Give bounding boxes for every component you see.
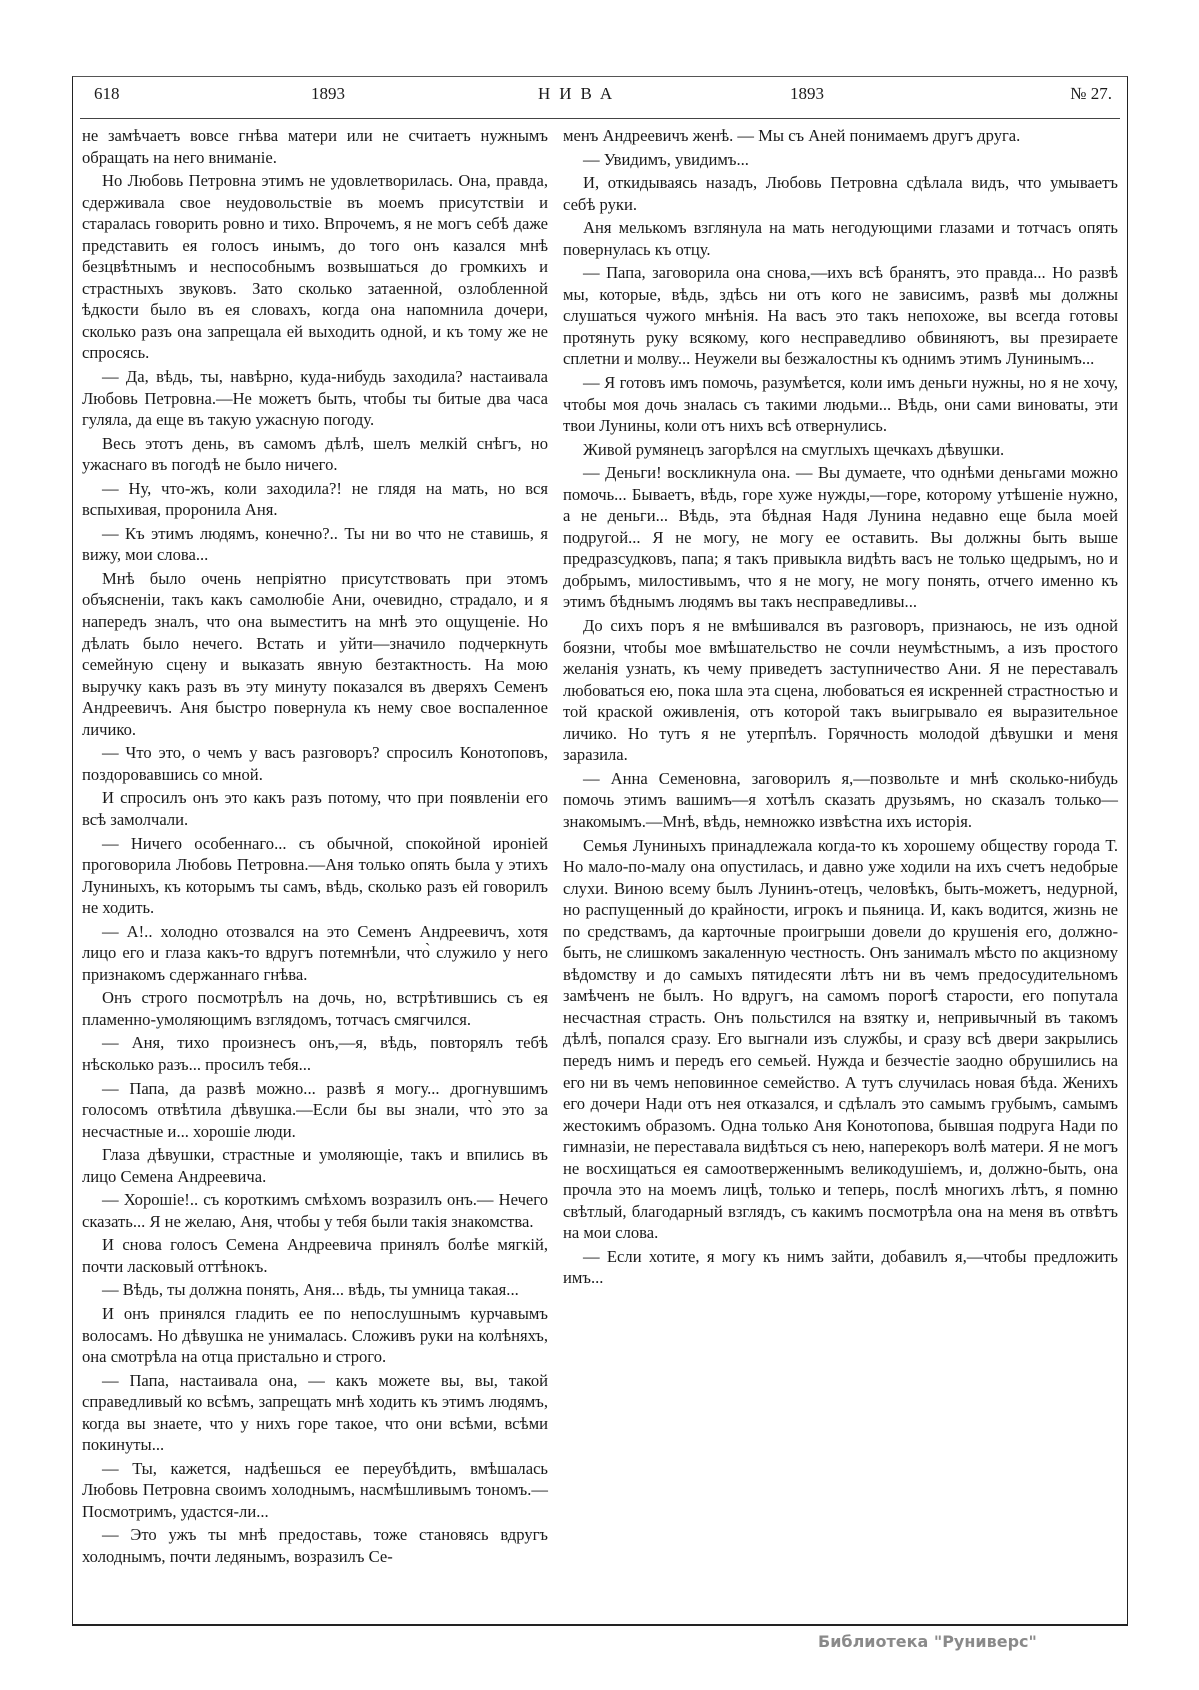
paragraph: Онъ строго посмотрѣлъ на дочь, но, встрѣтившись съ ея пламенно-умоляющимъ взглядомъ, тотчасъ смягчился. bbox=[82, 988, 548, 1029]
paragraph: — Если хотите, я могу къ нимъ зайти, добавилъ я,—чтобы предложить имъ... bbox=[563, 1246, 1118, 1288]
paragraph: — Увидимъ, увидимъ... bbox=[583, 149, 749, 169]
paragraph: Живой румянецъ загорѣлся на смуглыхъ щечкахъ дѣвушки. bbox=[583, 439, 1005, 459]
paragraph: До сихъ поръ я не вмѣшивался въ разговоръ, признаюсь, не изъ одной боязни, чтобы мое вмѣшательство не сочли неумѣстнымъ, а изъ простого желанія узнать, къ чему приведетъ заступничество Ани. Я не переставалъ любоваться ею, пока шла эта сцена, любоваться ея искренней страстностью и той краской оживленія, отъ которой такъ выигрывало ея выразительное личико. Но тутъ я не утерпѣлъ. Горячность молодой дѣвушки и меня заразила. bbox=[563, 616, 1118, 765]
paragraph: — Да, вѣдь, ты, навѣрно, куда-нибудь заходила? настаивала Любовь Петровна.—Не можетъ быть, чтобы ты битые два часа гуляла, да еще въ такую ужасную погоду. bbox=[82, 367, 548, 430]
paragraph: — Папа, да развѣ можно... развѣ я могу... дрогнувшимъ голосомъ отвѣтила дѣвушка.—Если бы вы знали, что̀ это за несчастные и... хорошіе люди. bbox=[82, 1078, 548, 1141]
paragraph: — Хорошіе!.. съ короткимъ смѣхомъ возразилъ онъ.— Нечего сказать... Я не желаю, Аня, чтобы у тебя были такія знакомства. bbox=[82, 1190, 548, 1231]
paragraph: Весь этотъ день, въ самомъ дѣлѣ, шелъ мелкій снѣгъ, но ужаснаго въ погодѣ не было ничего. bbox=[82, 433, 548, 475]
paragraph: Глаза дѣвушки, страстные и умоляющіе, такъ и впились въ лицо Семена Андреевича. bbox=[82, 1145, 548, 1186]
paragraph: Но Любовь Петровна этимъ не удовлетворилась. Она, правда, сдерживала свое неудовольствіе въ моемъ присутствіи и старалась говорить ровно и тихо. Впрочемъ, я не могъ себѣ даже представить ея голосъ инымъ, до того онъ казался мнѣ безцвѣтнымъ и неспособнымъ возвышаться до громкихъ и страстныхъ звуковъ. Зато сколько затаенной, озлобленной ѣдкости было въ ея словахъ, когда она напомнила дочери, сколько разъ она запрещала ей выходить одной, и къ тому же не спросясь. bbox=[82, 171, 548, 363]
page-number: 618 bbox=[94, 84, 120, 103]
page-header bbox=[80, 84, 1120, 110]
paragraph: — Аня, тихо произнесъ онъ,—я, вѣдь, повторялъ тебѣ нѣсколько разъ... просилъ тебя... bbox=[82, 1033, 548, 1074]
paragraph: — Къ этимъ людямъ, конечно?.. Ты ни во что не ставишь, я вижу, мои слова... bbox=[82, 523, 548, 565]
paragraph: — Что это, о чемъ у васъ разговоръ? спросилъ Конотоповъ, поздоровавшись со мной. bbox=[82, 743, 548, 784]
paragraph: — Анна Семеновна, заговорилъ я,—позвольте и мнѣ сколько-нибудь помочь этимъ вашимъ—я хотѣлъ сказать друзьямъ, но сказалъ только—знакомымъ.—Мнѣ, вѣдь, немножко извѣстна ихъ исторія. bbox=[563, 768, 1118, 831]
paragraph: — А!.. холодно отозвался на это Семенъ Андреевичъ, хотя лицо его и глаза какъ-то вдругъ потемнѣли, что̀ служило у него признакомъ сдержаннаго гнѣва. bbox=[82, 921, 548, 984]
paragraph: Аня мелькомъ взглянула на мать негодующими глазами и тотчасъ опять повернулась къ отцу. bbox=[563, 218, 1118, 259]
issue-number: № 27. bbox=[1070, 84, 1112, 103]
publication-title: НИВА bbox=[538, 84, 622, 103]
paragraph: Мнѣ было очень непріятно присутствовать при этомъ объясненіи, такъ какъ самолюбіе Ани, очевидно, страдало, и я напередъ зналъ, что она выместитъ на мнѣ это ощущеніе. Но дѣлать было нечего. Встать и уйти—значило подчеркнуть семейную сцену и выказать явную безтактность. На мою выручку какъ разъ въ эту минуту показался въ дверяхъ Семенъ Андреевичъ. Аня быстро повернула къ нему свое воспаленное личико. bbox=[82, 568, 548, 739]
paragraph: менъ Андреевичъ женѣ. — Мы съ Аней понимаемъ другъ друга. bbox=[563, 126, 1021, 145]
year-right: 1893 bbox=[790, 84, 824, 103]
paragraph: И, откидываясь назадъ, Любовь Петровна сдѣлала видъ, что умываетъ себѣ руки. bbox=[563, 173, 1118, 214]
paragraph: — Ты, кажется, надѣешься ее переубѣдить, вмѣшалась Любовь Петровна своимъ холоднымъ, насмѣшливымъ тономъ.—Посмотримъ, удастся-ли... bbox=[82, 1458, 548, 1521]
paragraph: — Папа, настаивала она, — какъ можете вы, вы, такой справедливый ко всѣмъ, запрещать мнѣ ходить къ этимъ людямъ, когда вы знаете, что у нихъ горе такое, что они всѣми, всѣми покинуты... bbox=[82, 1370, 548, 1455]
paragraph: — Я готовъ имъ помочь, разумѣется, коли имъ деньги нужны, но я не хочу, чтобы моя дочь зналась съ такими людьми... Вѣдь, они сами виноваты, эти твои Лунины, коли отъ нихъ всѣ отвернулись. bbox=[563, 373, 1118, 436]
paragraph: — Деньги! воскликнула она. — Вы думаете, что однѣми деньгами можно помочь... Бываетъ, вѣдь, горе хуже нужды,—горе, которому утѣшеніе нужно, а не деньги... Вѣдь, эта бѣдная Надя Лунина недавно еще была моей подругой... Я не могу, не могу ее оставить. Вы должны быть выше предразсудковъ, папа; я такъ привыкла видѣть васъ не только щедрымъ, но и добрымъ, милостивымъ, что я не могу, не могу понять, отчего именно къ этимъ бѣднымъ людямъ вы такъ несправедливы... bbox=[563, 463, 1118, 612]
year-left: 1893 bbox=[311, 84, 345, 103]
paragraph: Семья Луниныхъ принадлежала когда-то къ хорошему обществу города Т. Но мало-по-малу она опустилась, и давно уже ходили на ихъ счетъ недобрые слухи. Виною всему былъ Лунинъ-отецъ, человѣкъ, быть-можетъ, недурной, но распущенный до крайности, игрокъ и пьяница. И, какъ водится, жизнь не по средствамъ, да карточные проигрыши довели до крушенія его, должно-быть, не слишкомъ закаленную честность. Онъ занималъ мѣсто по акцизному вѣдомству и до самыхъ пятидесяти лѣтъ ни въ чемъ предосудительномъ замѣченъ не былъ. Но вдругъ, на самомъ порогѣ старости, его попутала несчастная страсть. Онъ польстился на взятку и, непривычный въ такомъ дѣлѣ, попался сразу. Его выгнали изъ службы, и сразу всѣ двери закрылись передъ нимъ и передъ его семьей. Нужда и безчестіе заодно обрушились на его ни въ чемъ неповинное семейство. А тутъ случилась новая бѣда. Женихъ его дочери Нади отъ нея отказался, и сдѣлалъ это самымъ грубымъ, самымъ жестокимъ образомъ. Одна только Аня Конотопова, бывшая подруга Нади по гимназіи, не переставала видѣться съ нею, наперекоръ волѣ матери. Я не могъ не восхищаться ея самоотверженнымъ великодушіемъ, и, должно-быть, она прочла это на моемъ лицѣ, только и теперь, послѣ многихъ лѣтъ, я помню свѣтлый, благодарный взглядъ, съ какимъ посмотрѣла она на меня въ отвѣтъ на мои слова. bbox=[563, 835, 1118, 1243]
text-column-left bbox=[82, 125, 548, 1570]
paragraph: И онъ принялся гладить ее по непослушнымъ курчавымъ волосамъ. Но дѣвушка не унималась. Сложивъ руки на колѣняхъ, она смотрѣла на отца пристально и строго. bbox=[82, 1303, 548, 1367]
paragraph: не замѣчаетъ вовсе гнѣва матери или не считаетъ нужнымъ обращать на него вниманіе. bbox=[82, 126, 548, 167]
paragraph: — Ну, что-жъ, коли заходила?! не глядя на мать, но вся вспыхивая, проронила Аня. bbox=[82, 478, 548, 520]
text-column-right bbox=[563, 125, 1118, 1291]
paragraph: — Папа, заговорила она снова,—ихъ всѣ бранятъ, это правда... Но развѣ мы, которые, вѣдь, здѣсь ни отъ кого не зависимъ, развѣ мы должны слушаться чужого мнѣнія. На васъ это такъ непохоже, вы всегда готовы протянуть руку всякому, кого несправедливо обвиняютъ, вы презираете сплетни и молву... Неужели вы безжалостны къ однимъ этимъ Лунинымъ... bbox=[563, 263, 1118, 369]
paragraph: — Ничего особеннаго... съ обычной, спокойной ироніей проговорила Любовь Петровна.—Аня только опять была у этихъ Луниныхъ, къ которымъ ты самъ, вѣдь, сколько разъ ей говорилъ не ходить. bbox=[82, 833, 548, 918]
paragraph: И снова голосъ Семена Андреевича принялъ болѣе мягкій, почти ласковый оттѣнокъ. bbox=[82, 1235, 548, 1276]
library-watermark: Библиотека "Руниверс" bbox=[818, 1632, 1037, 1651]
paragraph: И спросилъ онъ это какъ разъ потому, что при появленіи его всѣ замолчали. bbox=[82, 788, 548, 829]
header-rule bbox=[80, 118, 1120, 119]
paragraph: — Вѣдь, ты должна понять, Аня... вѣдь, ты умница такая... bbox=[102, 1280, 519, 1300]
paragraph: — Это ужъ ты мнѣ предоставь, тоже становясь вдругъ холоднымъ, почти ледянымъ, возразилъ Се- bbox=[82, 1525, 548, 1566]
